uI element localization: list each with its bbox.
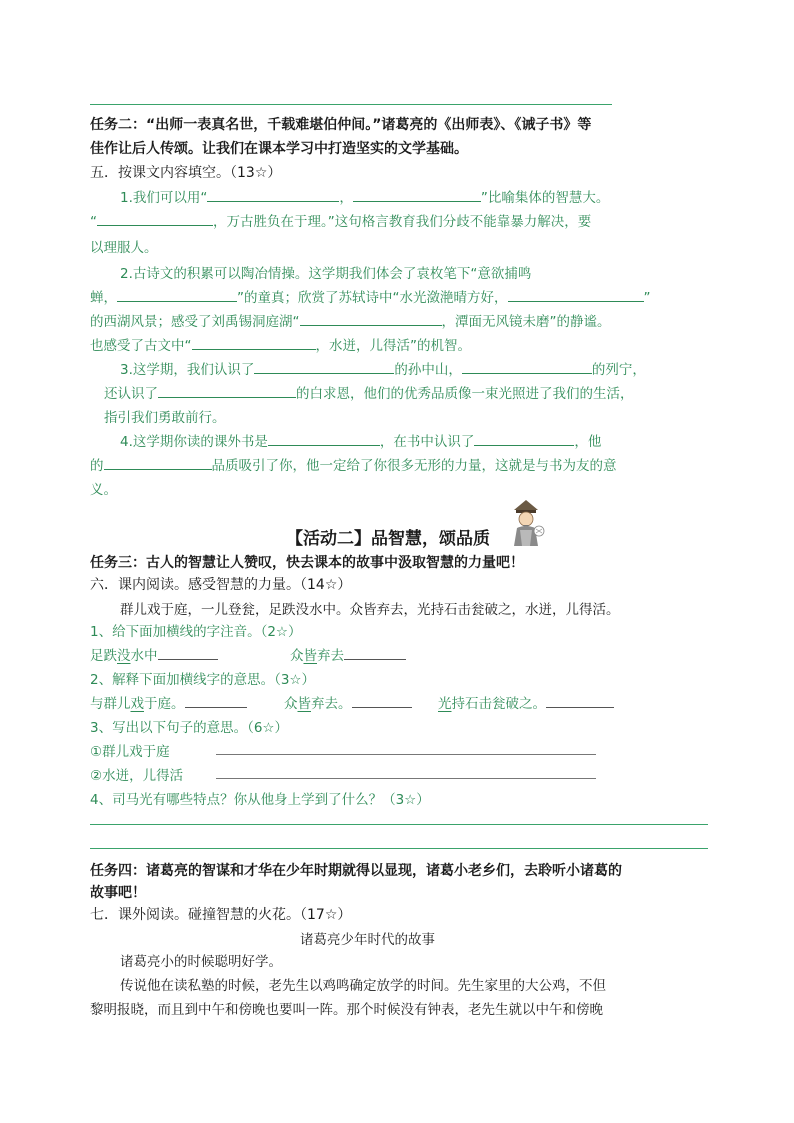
blank[interactable]	[158, 383, 296, 398]
task4-line1: 任务四：诸葛亮的智谋和才华在少年时期就得以显现，诸葛小老乡们，去聆听小诸葛的	[90, 863, 622, 879]
q5-p2-line3: 的西湖风景；感受了刘禹锡洞庭湖“ ，潭面无风镜未磨”的静谧。	[90, 310, 611, 330]
q6-s3-b: ②水迸，儿得活	[90, 768, 184, 784]
q5-heading: 五．按课文内容填空。（13☆）	[90, 165, 282, 181]
blank[interactable]	[352, 693, 412, 708]
answer-line[interactable]	[216, 778, 596, 779]
activity2-title: 【活动二】品智慧，颂品质	[286, 529, 490, 549]
q6-heading: 六．课内阅读。感受智慧的力量。（14☆）	[90, 577, 352, 593]
blank[interactable]	[117, 287, 237, 302]
blank[interactable]	[97, 211, 213, 226]
q6-s1-items-b: 众皆弃去	[290, 644, 406, 664]
q6-s2-a: 与群儿戏于庭。	[90, 692, 247, 712]
q5-p4-line2: 的 品质吸引了你，他一定给了你很多无形的力量，这就是与书为友的意	[90, 454, 617, 474]
q6-s2-b: 众皆弃去。	[284, 692, 412, 712]
q6-s1: 1、给下面加横线的字注音。（2☆）	[90, 624, 302, 640]
q5-p3-line3: 指引我们勇敢前行。	[104, 410, 226, 426]
q6-s4: 4、司马光有哪些特点？你从他身上学到了什么？（3☆）	[90, 792, 430, 808]
scholar-illustration-icon	[506, 498, 546, 548]
q5-p4-line1: 4.这学期你读的课外书是 ，在书中认识了 ，他	[120, 430, 601, 450]
q5-p3-line2: 还认识了 的白求恩，他们的优秀品质像一束光照进了我们的生活，	[104, 382, 634, 402]
story-title: 诸葛亮少年时代的故事	[300, 932, 435, 948]
blank[interactable]	[192, 335, 316, 350]
q5-p2-line2: 蝉， ”的童真；欣赏了苏轼诗中“水光潋滟晴方好， ”	[90, 286, 651, 306]
q5-p3-line1: 3.这学期，我们认识了 的孙中山， 的列宁，	[120, 358, 646, 378]
blank[interactable]	[474, 431, 574, 446]
q5-p1-line3: 以理服人。	[90, 240, 158, 256]
blank[interactable]	[508, 287, 644, 302]
task2-line2: 佳作让后人传颂。让我们在课本学习中打造坚实的文学基础。	[90, 141, 468, 157]
top-divider	[90, 104, 612, 105]
blank[interactable]	[546, 693, 614, 708]
q7-heading: 七．课外阅读。碰撞智慧的火花。（17☆）	[90, 907, 352, 923]
q5-p1-line2: “ ，万古胜负在于理。”这句格言教育我们分歧不能靠暴力解决，要	[90, 210, 591, 230]
blank[interactable]	[207, 187, 339, 202]
blank[interactable]	[344, 645, 406, 660]
blank[interactable]	[104, 455, 212, 470]
blank[interactable]	[300, 311, 442, 326]
story-para1: 诸葛亮小的时候聪明好学。	[120, 954, 282, 970]
answer-line[interactable]	[90, 848, 708, 849]
q5-p4-line3: 义。	[90, 482, 117, 498]
blank[interactable]	[254, 359, 394, 374]
q6-s2: 2、解释下面加横线字的意思。（3☆）	[90, 672, 316, 688]
q6-s3: 3、写出以下句子的意思。（6☆）	[90, 720, 289, 736]
answer-line[interactable]	[216, 754, 596, 755]
q5-p2-line4: 也感受了古文中“ ，水迸，儿得活”的机智。	[90, 334, 471, 354]
story-para2-line1: 传说他在读私塾的时候，老先生以鸡鸣确定放学的时间。先生家里的大公鸡，不但	[120, 978, 606, 994]
blank[interactable]	[185, 693, 247, 708]
task3: 任务三：古人的智慧让人赞叹，快去课本的故事中汲取智慧的力量吧！	[90, 555, 524, 571]
blank[interactable]	[158, 645, 218, 660]
blank[interactable]	[353, 187, 481, 202]
q6-s3-a: ①群儿戏于庭	[90, 744, 170, 760]
q6-s1-items: 足跌没水中	[90, 644, 218, 664]
q5-p2-line1: 2.古诗文的积累可以陶冶情操。这学期我们体会了袁枚笔下“意欲捕鸣	[120, 266, 532, 282]
q5-p1-line1: 1.我们可以用“ ， ”比喻集体的智慧大。	[120, 186, 609, 206]
story-para2-line2: 黎明报晓，而且到中午和傍晚也要叫一阵。那个时候没有钟表，老先生就以中午和傍晚	[90, 1002, 603, 1018]
blank[interactable]	[268, 431, 380, 446]
answer-line[interactable]	[90, 824, 708, 825]
q6-passage: 群儿戏于庭，一儿登瓮，足跌没水中。众皆弃去，光持石击瓮破之，水迸，儿得活。	[120, 602, 620, 618]
q6-s2-c: 光持石击瓮破之。	[438, 692, 614, 712]
task4-line2: 故事吧！	[90, 885, 146, 901]
blank[interactable]	[462, 359, 592, 374]
task2-line1: 任务二：“出师一表真名世，千载难堪伯仲间。”诸葛亮的《出师表》、《诫子书》等	[90, 117, 592, 133]
